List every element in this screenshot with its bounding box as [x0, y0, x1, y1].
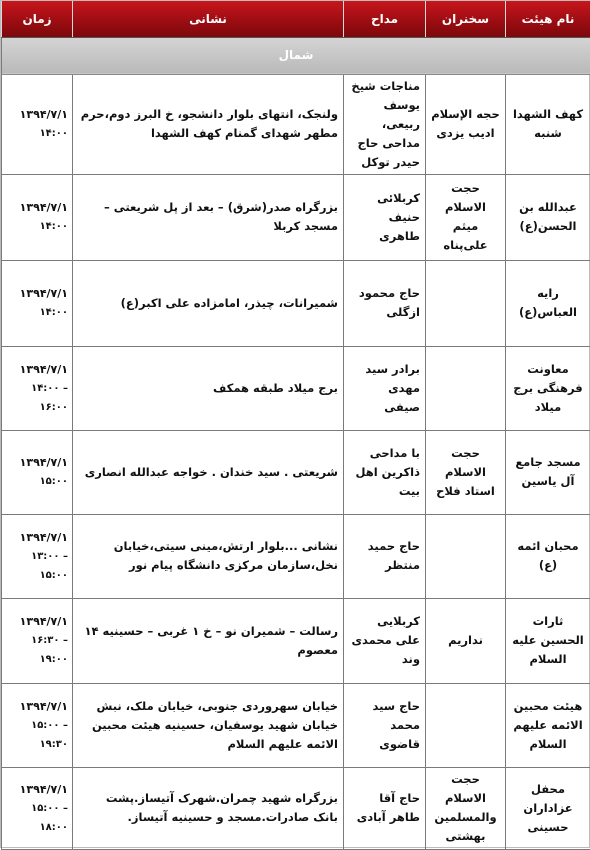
schedule-table — [1, 1, 590, 850]
time-date: ۱۳۹۴/۷/۱ — [7, 528, 68, 547]
cell-time — [2, 174, 73, 260]
header-row — [2, 1, 590, 37]
header-maddah: مداح — [344, 1, 426, 37]
cell-time — [2, 260, 73, 346]
header-name: نام هیئت — [506, 1, 590, 37]
cell-maddah: برادر سید مهدی صیفی — [344, 346, 426, 430]
time-hour: ۱۴:۰۰ — [7, 124, 68, 143]
cell-name: معاونت فرهنگی برج میلاد — [506, 346, 590, 430]
time-date: ۱۳۹۴/۷/۱ — [7, 360, 68, 379]
header-speaker: سخنران — [426, 1, 506, 37]
cell-name: هیئت محبین الائمه علیهم السلام — [506, 683, 590, 767]
cell-name: رایه العباس(ع) — [506, 260, 590, 346]
time-date: ۱۳۹۴/۷/۱ — [7, 105, 68, 124]
cell-address: رسالت – شمیران نو – خ ۱ غربی – حسینیه ۱۴ معصوم — [73, 598, 344, 683]
cell-maddah: حاج محمود ازگلی — [344, 260, 426, 346]
cell-time — [2, 514, 73, 598]
cell-speaker: حجه الإسلام ادیب یزدی — [426, 74, 506, 174]
time-hour: – ۱۵:۰۰ ۱۸:۰۰ — [7, 799, 68, 837]
cell-name: مسجد جامع آل یاسین — [506, 430, 590, 514]
time-hour: – ۱۳:۰۰ ۱۵:۰۰ — [7, 547, 68, 585]
cell-address: برج میلاد طبقه همکف — [73, 346, 344, 430]
cell-maddah: حاج آقا طاهر آبادی — [344, 767, 426, 849]
header-time: زمان — [2, 1, 73, 37]
cell-speaker: ندا‌ریم — [426, 598, 506, 683]
cell-name: کهف الشهدا شنبه — [506, 74, 590, 174]
cell-time — [2, 598, 73, 683]
cell-maddah: کربلایی علی محمدی وند — [344, 598, 426, 683]
cell-maddah: کربلائی حنیف طاهری — [344, 174, 426, 260]
cell-name: عبدالله بن الحسن(ع) — [506, 174, 590, 260]
cell-speaker: حجت الاسلام میثم علی‌پناه — [426, 174, 506, 260]
cell-speaker — [426, 683, 506, 767]
table-row — [2, 260, 590, 346]
table-row — [2, 74, 590, 174]
cell-maddah: حاج سید محمد قاضوی — [344, 683, 426, 767]
table-row — [2, 767, 590, 849]
cell-time — [2, 346, 73, 430]
time-hour: ۱۴:۰۰ — [7, 217, 68, 236]
time-date: ۱۳۹۴/۷/۱ — [7, 284, 68, 303]
cell-maddah: حاج حمید منتظر — [344, 514, 426, 598]
cell-time — [2, 767, 73, 849]
time-date: ۱۳۹۴/۷/۱ — [7, 697, 68, 716]
cell-address: شریعتی . سید خندان . خواجه عبدالله انصاری — [73, 430, 344, 514]
time-date: ۱۳۹۴/۷/۱ — [7, 198, 68, 217]
time-hour: – ۱۵:۰۰ ۱۹:۳۰ — [7, 716, 68, 754]
cell-speaker — [426, 260, 506, 346]
time-date: ۱۳۹۴/۷/۱ — [7, 453, 68, 472]
time-hour: – ۱۴:۰۰ ۱۶:۰۰ — [7, 379, 68, 417]
cell-address: ولنجک، انتهای بلوار دانشجو، خ البرز دوم،حرم مطهر شهدای گمنام کهف الشهدا — [73, 74, 344, 174]
cell-speaker: حجت الاسلام والمسلمین بهشتی — [426, 767, 506, 849]
table-row — [2, 683, 590, 767]
cell-maddah: مناجات شیخ یوسف ربیعی، مداحی حاج حیدر توکل — [344, 74, 426, 174]
table-row — [2, 430, 590, 514]
table-row — [2, 346, 590, 430]
cell-time — [2, 430, 73, 514]
cell-address: بزرگراه شهید چمران.شهرک آتیساز.پشت بانک صادرات.مسجد و حسینیه آتیساز. — [73, 767, 344, 849]
cell-address: بزرگراه صدر(شرق) – بعد از پل شریعتی – مسجد کربلا — [73, 174, 344, 260]
section-title: شمال — [2, 37, 590, 74]
section-row — [2, 37, 590, 74]
header-address: نشانی — [73, 1, 344, 37]
cell-address: خیابان سهروردی جنوبی، خیابان ملک، نبش خیابان شهید یوسفیان، حسینیه هیئت محبین الائمه علیهم السلام — [73, 683, 344, 767]
time-hour: ۱۴:۰۰ — [7, 303, 68, 322]
time-hour: ۱۵:۰۰ — [7, 472, 68, 491]
cell-time — [2, 683, 73, 767]
cell-name: محفل عزاداران حسینی — [506, 767, 590, 849]
cell-name: محبان ائمه (ع) — [506, 514, 590, 598]
cell-maddah: با مداحی ذاکرین اهل بیت — [344, 430, 426, 514]
cell-speaker — [426, 514, 506, 598]
table-row — [2, 514, 590, 598]
cell-time — [2, 74, 73, 174]
cell-speaker: حجت الاسلام استاد فلاح — [426, 430, 506, 514]
time-date: ۱۳۹۴/۷/۱ — [7, 612, 68, 631]
cell-address: شمیرانات، چیذر، امامزاده علی اکبر(ع) — [73, 260, 344, 346]
time-hour: – ۱۶:۳۰ ۱۹:۰۰ — [7, 631, 68, 669]
cell-speaker — [426, 346, 506, 430]
table-row — [2, 598, 590, 683]
cell-address: نشانی ...بلوار ارتش،مینی سیتی،خیابان نخل،سازمان مرکزی دانشگاه پیام نور — [73, 514, 344, 598]
table-row — [2, 174, 590, 260]
time-date: ۱۳۹۴/۷/۱ — [7, 780, 68, 799]
cell-name: ثارات الحسین علیه السلام — [506, 598, 590, 683]
